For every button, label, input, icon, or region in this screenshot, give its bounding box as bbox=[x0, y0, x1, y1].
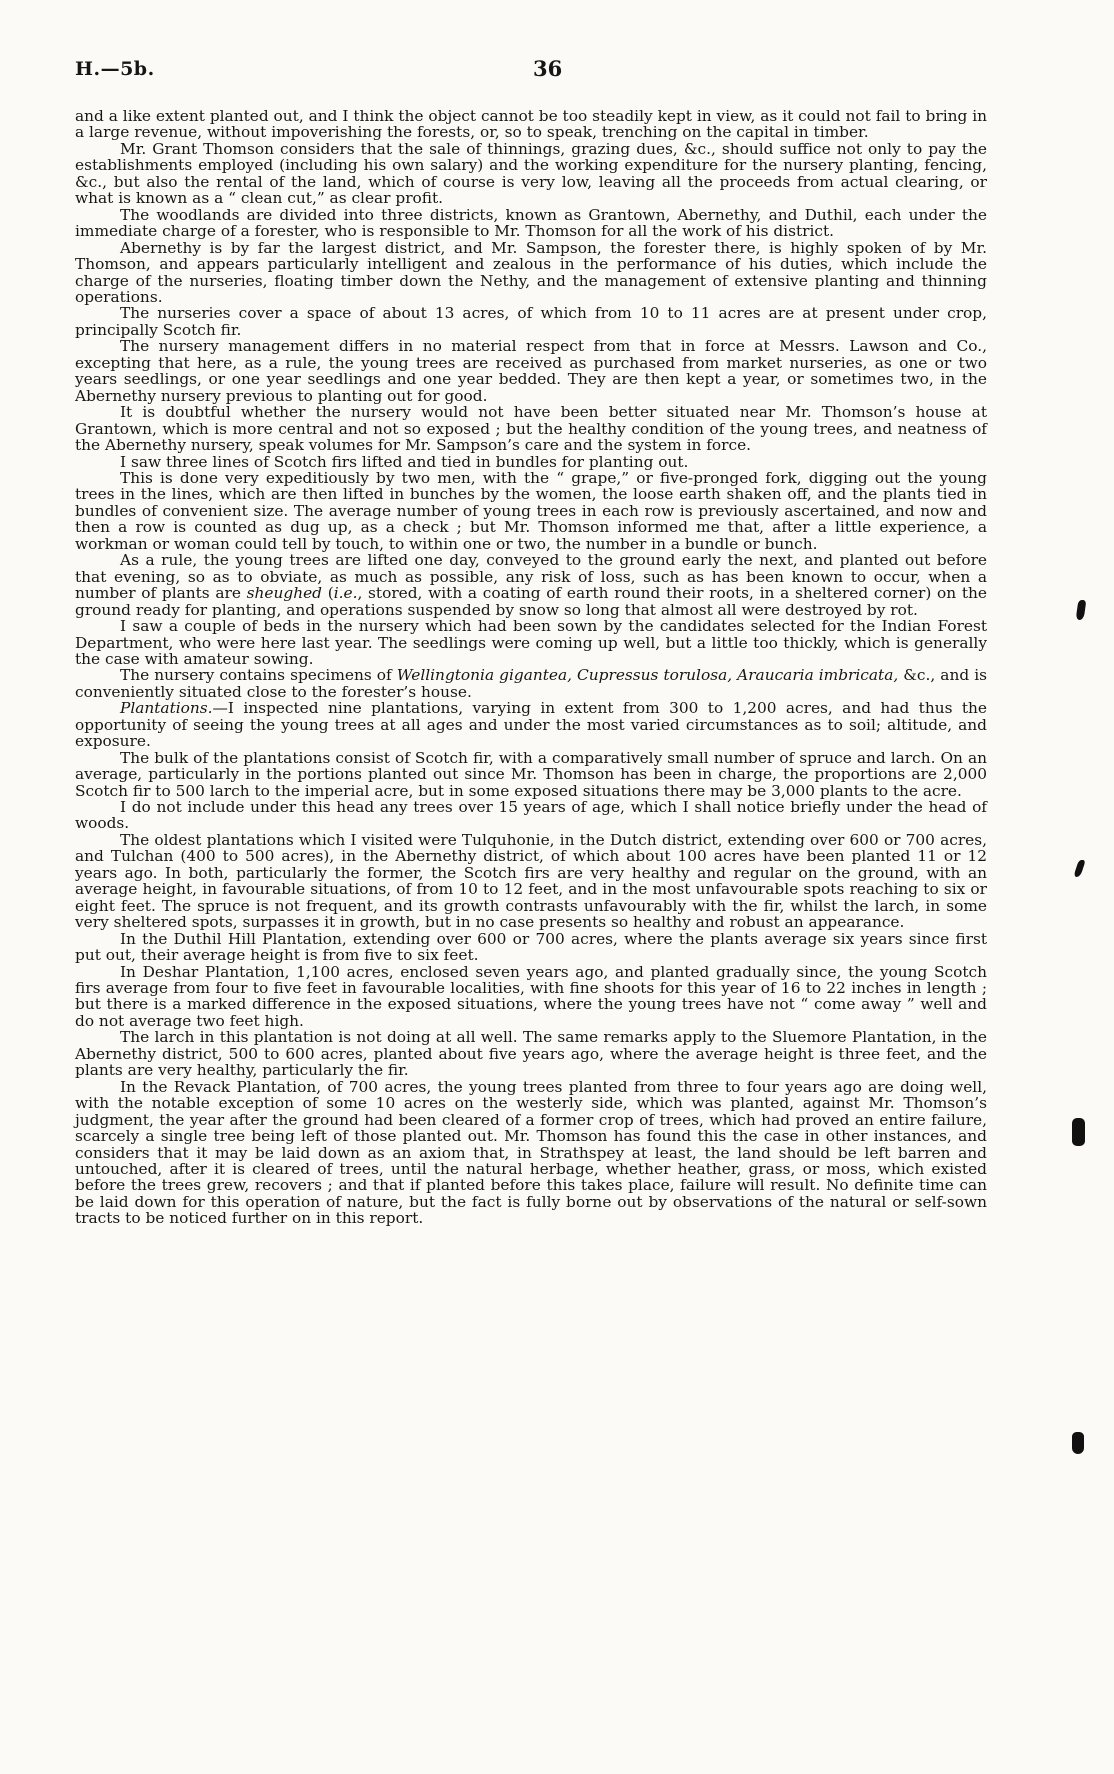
document-page bbox=[75, 58, 987, 1738]
paragraph bbox=[75, 964, 987, 1030]
text-run: The nurseries cover a space of about 13 acres, of which from 10 to 11 acres are at present under crop, principally Scotch fir. bbox=[75, 304, 987, 339]
italic-text: sheughed bbox=[246, 584, 322, 603]
body-text bbox=[75, 108, 987, 1227]
text-run: &c., and is conveniently situated close to the forester’s house. bbox=[75, 666, 987, 701]
text-run: ( bbox=[322, 584, 334, 603]
text-run: The bulk of the plantations consist of Scotch fir, with a comparatively small number of spruce and larch. On an average, particularly in the portions planted out since Mr. Thomson has been in charge, the proportions are 2,000 Scotch fir to 500 larch to the imperial acre, but in some exposed situations there may be 3,000 plants to the acre. bbox=[75, 748, 987, 800]
text-run: As a rule, the young trees are lifted one day, conveyed to the ground early the next, and planted out before that evening, so as to obviate, as much as possible, any risk of loss, such as has been known to occur, when a number of plants are bbox=[75, 551, 987, 603]
text-run: This is done very expeditiously by two men, with the “ grape,” or five-pronged fork, digging out the young trees in the lines, which are then lifted in bunches by the women, the loose earth shaken off, and the plants tied in bundles of convenient size. The average number of young trees in each row is previously ascertained, and now and then a row is counted as dug up, as a check ; but Mr. Thomson informed me that, after a little experience, a workman or woman could tell by touch, to within one or two, the number in a bundle or bunch. bbox=[75, 468, 987, 553]
paragraph bbox=[75, 1079, 987, 1227]
text-run: I do not include under this head any trees over 15 years of age, which I shall notice briefly under the head of woods. bbox=[75, 798, 987, 833]
text-run: Abernethy is by far the largest district, and Mr. Sampson, the forester there, is highly spoken of by Mr. Thomson, and appears particularly intelligent and zealous in the performance of his duties, which include the charge of the nurseries, floating timber down the Nethy, and the management of extensive planting and thinning operations. bbox=[75, 238, 987, 306]
paragraph bbox=[75, 240, 987, 306]
paragraph bbox=[75, 305, 987, 338]
paragraph bbox=[75, 454, 987, 470]
paragraph bbox=[75, 108, 987, 141]
text-run: The nursery management differs in no material respect from that in force at Messrs. Lawson and Co., excepting that here, as a rule, the young trees are received as purchased from market nurseries, as one or two years seedlings, or one year seedlings and one year bedded. They are then kept a year, or sometimes two, in the Abernethy nursery previous to planting out for good. bbox=[75, 337, 987, 405]
text-run: I saw a couple of beds in the nursery which had been sown by the candidates selected for the Indian Forest Department, who were here last year. The seedlings were coming up well, but a little too thickly, which is generally the case with amateur sowing. bbox=[75, 617, 987, 668]
margin-ink-mark bbox=[1072, 1118, 1085, 1146]
text-run: and a like extent planted out, and I think the object cannot be too steadily kept in view, as it could not fail to bring in a large revenue, without impoverishing the forests, or, so to speak, trenching on the capital in timber. bbox=[75, 107, 987, 142]
page-number: 36 bbox=[533, 56, 563, 81]
paragraph bbox=[75, 404, 987, 453]
paragraph bbox=[75, 1029, 987, 1078]
document-reference: H.—5b. bbox=[75, 58, 155, 80]
paragraph bbox=[75, 667, 987, 700]
paragraph bbox=[75, 338, 987, 404]
margin-ink-mark bbox=[1073, 860, 1086, 877]
paragraph bbox=[75, 799, 987, 832]
paragraph bbox=[75, 141, 987, 207]
text-run: The larch in this plantation is not doing at all well. The same remarks apply to the Sluemore Plantation, in the Abernethy district, 500 to 600 acres, planted about five years ago, where the average height is three feet, and the plants are very healthy, particularly the fir. bbox=[75, 1028, 987, 1080]
paragraph bbox=[75, 750, 987, 799]
paragraph bbox=[75, 618, 987, 667]
text-run: The oldest plantations which I visited were Tulquhonie, in the Dutch district, extending over 600 or 700 acres, and Tulchan (400 to 500 acres), in the Abernethy district, of which about 100 acres have been planted 11 or 12 years ago. In both, particularly the former, the Scotch firs are very healthy and regular on the ground, with an average height, in favourable situations, of from 10 to 12 feet, and in the most unfavourable spots reaching to six or eight feet. The spruce is not frequent, and its growth contrasts unfavourably with the fir, whilst the larch, in some very sheltered spots, surpasses it in growth, but in no case presents so healthy and robust an appearance. bbox=[75, 830, 987, 932]
page-header bbox=[75, 58, 987, 92]
paragraph bbox=[75, 931, 987, 964]
text-run: In the Duthil Hill Plantation, extending over 600 or 700 acres, where the plants average six years since first put out, their average height is from five to six feet. bbox=[75, 929, 987, 965]
text-run: , stored, with a coating of earth round their roots, in a sheltered corner) on the ground ready for planting, and operations suspended by snow so long that almost all were destroyed by rot. bbox=[75, 584, 987, 619]
text-run: The nursery contains specimens of bbox=[120, 666, 397, 685]
text-run: —I inspected nine plantations, varying in extent from 300 to 1,200 acres, and had thus the opportunity of seeing the young trees at all ages and under the most varied circumstances as to soil; altitude, and exposure. bbox=[75, 699, 987, 751]
italic-text: i.e. bbox=[333, 584, 358, 603]
text-run: In the Revack Plantation, of 700 acres, the young trees planted from three to four years ago are doing well, with the notable exception of some 10 acres on the westerly side, which was planted, against Mr. Thomson’s judgment, the year after the ground had been cleared of a former crop of trees, which had proved an entire failure, scarcely a single tree being left of those planted out. Mr. Thomson has found this the case in other instances, and considers that it may be laid down as an axiom that, in Strathspey at least, the land should be left barren and untouched, after it is cleared of trees, until the natural herbage, whether heather, grass, or moss, which existed before the trees grew, recovers ; and that if planted before this takes place, failure will result. No definite time can be laid down for this operation of nature, but the fact is fully borne out by observations of the natural or self-sown tracts to be noticed further on in this report. bbox=[75, 1077, 987, 1228]
text-run: In Deshar Plantation, 1,100 acres, enclosed seven years ago, and planted gradually since, the young Scotch firs average from four to five feet in favourable localities, with fine shoots for this year of 16 to 22 inches in length ; but there is a marked difference in the exposed situations, where the young trees have not “ come away ” well and do not average two feet high. bbox=[75, 962, 987, 1030]
margin-ink-mark bbox=[1072, 1432, 1084, 1454]
italic-text: Wellingtonia gigantea, Cupressus torulosa, Araucaria imbricata, bbox=[396, 666, 899, 685]
margin-ink-mark bbox=[1076, 600, 1087, 620]
paragraph bbox=[75, 700, 987, 749]
text-run: It is doubtful whether the nursery would not have been better situated near Mr. Thomson’s house at Grantown, which is more central and not so exposed ; but the healthy condition of the young trees, and neatness of the Abernethy nursery, speak volumes for Mr. Sampson’s care and the system in force. bbox=[75, 403, 987, 455]
text-run: I saw three lines of Scotch firs lifted and tied in bundles for planting out. bbox=[120, 452, 689, 471]
paragraph bbox=[75, 832, 987, 931]
text-run: Mr. Grant Thomson considers that the sale of thinnings, grazing dues, &c., should suffice not only to pay the establishments employed (including his own salary) and the working expenditure for the nursery planting, fencing, &c., but also the rental of the land, which of course is very low, leaving all the proceeds from actual clearing, or what is known as a “ clean cut,” as clear profit. bbox=[75, 139, 987, 208]
text-run: The woodlands are divided into three districts, known as Grantown, Abernethy, and Duthil, each under the immediate charge of a forester, who is responsible to Mr. Thomson for all the work of his district. bbox=[75, 205, 987, 241]
paragraph bbox=[75, 207, 987, 240]
paragraph bbox=[75, 470, 987, 552]
paragraph bbox=[75, 552, 987, 618]
italic-text: Plantations. bbox=[120, 699, 213, 718]
